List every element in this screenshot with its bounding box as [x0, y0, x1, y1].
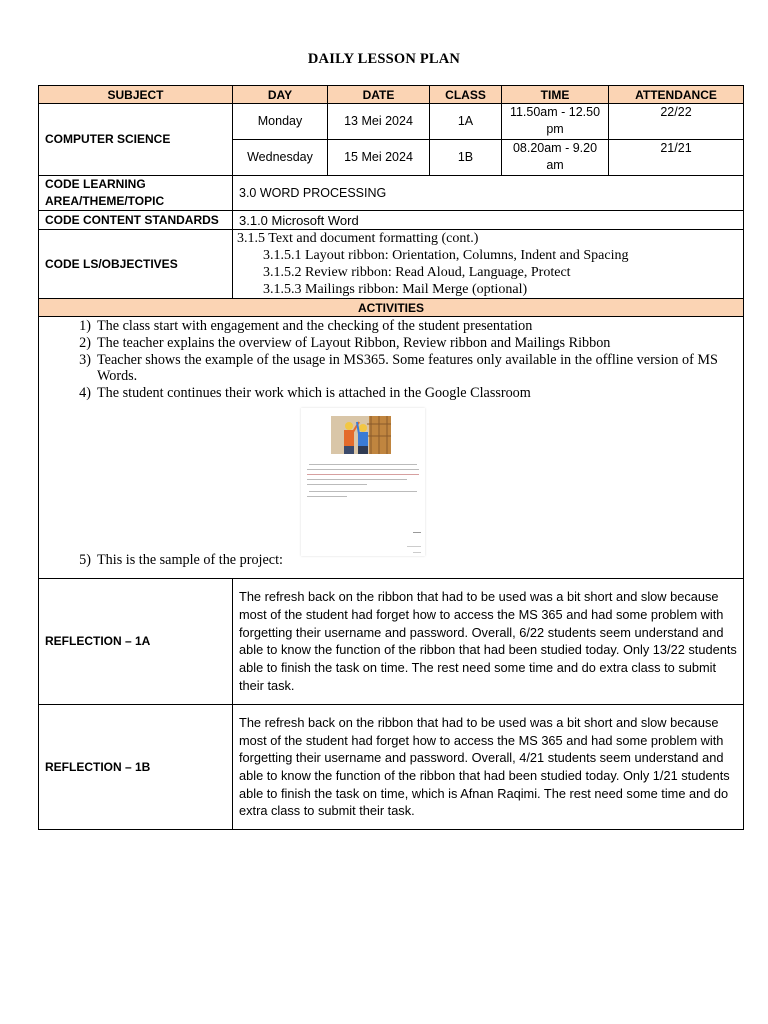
reflection-row-1a — [39, 578, 744, 704]
reflection-label: REFLECTION – 1A — [39, 578, 233, 704]
content-standards-label: CODE CONTENT STANDARDS — [39, 211, 233, 230]
activity-item — [43, 352, 739, 386]
activity-item — [43, 552, 283, 569]
content-standards-row — [39, 211, 744, 230]
learning-area-value: 3.0 WORD PROCESSING — [233, 176, 744, 211]
session-time: 08.20am - 9.20 am — [502, 140, 609, 176]
objective-item: 3.1.5.3 Mailings ribbon: Mail Merge (optional) — [263, 282, 528, 297]
header-row — [39, 86, 744, 104]
project-sample-image — [301, 408, 425, 556]
session-date: 15 Mei 2024 — [328, 140, 430, 176]
reflection-label: REFLECTION – 1B — [39, 704, 233, 829]
activity-item — [43, 318, 739, 335]
session-day: Wednesday — [233, 140, 328, 176]
activity-number: 3) — [79, 351, 91, 368]
objective-item: 3.1.5.1 Layout ribbon: Orientation, Columns, Indent and Spacing — [263, 248, 629, 263]
activity-item — [43, 335, 739, 352]
activity-number: 4) — [79, 385, 91, 402]
header-subject: SUBJECT — [39, 86, 233, 104]
activity-text: This is the sample of the project: — [97, 551, 283, 568]
session-attendance: 22/22 — [609, 104, 744, 140]
objective-item: 3.1.5.2 Review ribbon: Read Aloud, Language, Protect — [263, 265, 571, 280]
objective-main: 3.1.5 Text and document formatting (cont.) — [237, 231, 479, 246]
activities-header: ACTIVITIES — [39, 299, 744, 317]
content-standards-value: 3.1.0 Microsoft Word — [233, 211, 744, 230]
session-time: 11.50am - 12.50 pm — [502, 104, 609, 140]
project-photo — [331, 416, 391, 454]
objectives-label: CODE LS/OBJECTIVES — [39, 230, 233, 299]
header-attendance: ATTENDANCE — [609, 86, 744, 104]
header-time: TIME — [502, 86, 609, 104]
session-class: 1A — [430, 104, 502, 140]
header-class: CLASS — [430, 86, 502, 104]
subject-cell: COMPUTER SCIENCE — [39, 104, 233, 176]
lesson-plan-table — [38, 85, 744, 830]
session-class: 1B — [430, 140, 502, 176]
activity-text: The student continues their work which is attached in the Google Classroom — [97, 385, 531, 402]
session-day: Monday — [233, 104, 328, 140]
activities-cell — [39, 317, 744, 579]
session-attendance: 21/21 — [609, 140, 744, 176]
reflection-row-1b — [39, 704, 744, 829]
activity-text: The teacher explains the overview of Layout Ribbon, Review ribbon and Mailings Ribbon — [97, 334, 611, 351]
activity-number: 1) — [79, 318, 91, 334]
activity-text: Teacher shows the example of the usage in MS365. Some features only available in the offline version of MS Words. — [97, 351, 718, 385]
project-sample-area — [43, 408, 739, 574]
session-date: 13 Mei 2024 — [328, 104, 430, 140]
objectives-row — [39, 230, 744, 299]
learning-area-label: CODE LEARNING AREA/THEME/TOPIC — [39, 176, 233, 211]
activity-item — [43, 385, 739, 402]
header-day: DAY — [233, 86, 328, 104]
document-title: DAILY LESSON PLAN — [307, 51, 461, 67]
header-date: DATE — [328, 86, 430, 104]
learning-area-row — [39, 176, 744, 211]
reflection-text: The refresh back on the ribbon that had to be used was a bit short and slow because most of the student had forget how to access the MS 365 and had some problem with forgetting their username and password. Overall, 4/21 students seem understand and able to know the function of the ribbon that had been studied today. Only 1/21 students able to finish the task on time, which is Afnan Raqimi. The rest need some time and do extra class to submit their task. — [233, 704, 744, 829]
session-row-1 — [39, 104, 744, 140]
activity-text: The class start with engagement and the checking of the student presentation — [97, 318, 533, 334]
activity-number: 5) — [79, 551, 91, 568]
activities-row — [39, 317, 744, 579]
reflection-text: The refresh back on the ribbon that had to be used was a bit short and slow because most of the student had forget how to access the MS 365 and had some problem with forgetting their username and password. Overall, 6/22 students seem understand and able to know the function of the ribbon that had been studied today. Only 13/22 students able to finish the task on time. The rest need some time and do extra class to submit their task. — [233, 578, 744, 704]
activities-header-row — [39, 299, 744, 317]
activity-number: 2) — [79, 334, 91, 351]
objectives-cell — [233, 230, 744, 299]
